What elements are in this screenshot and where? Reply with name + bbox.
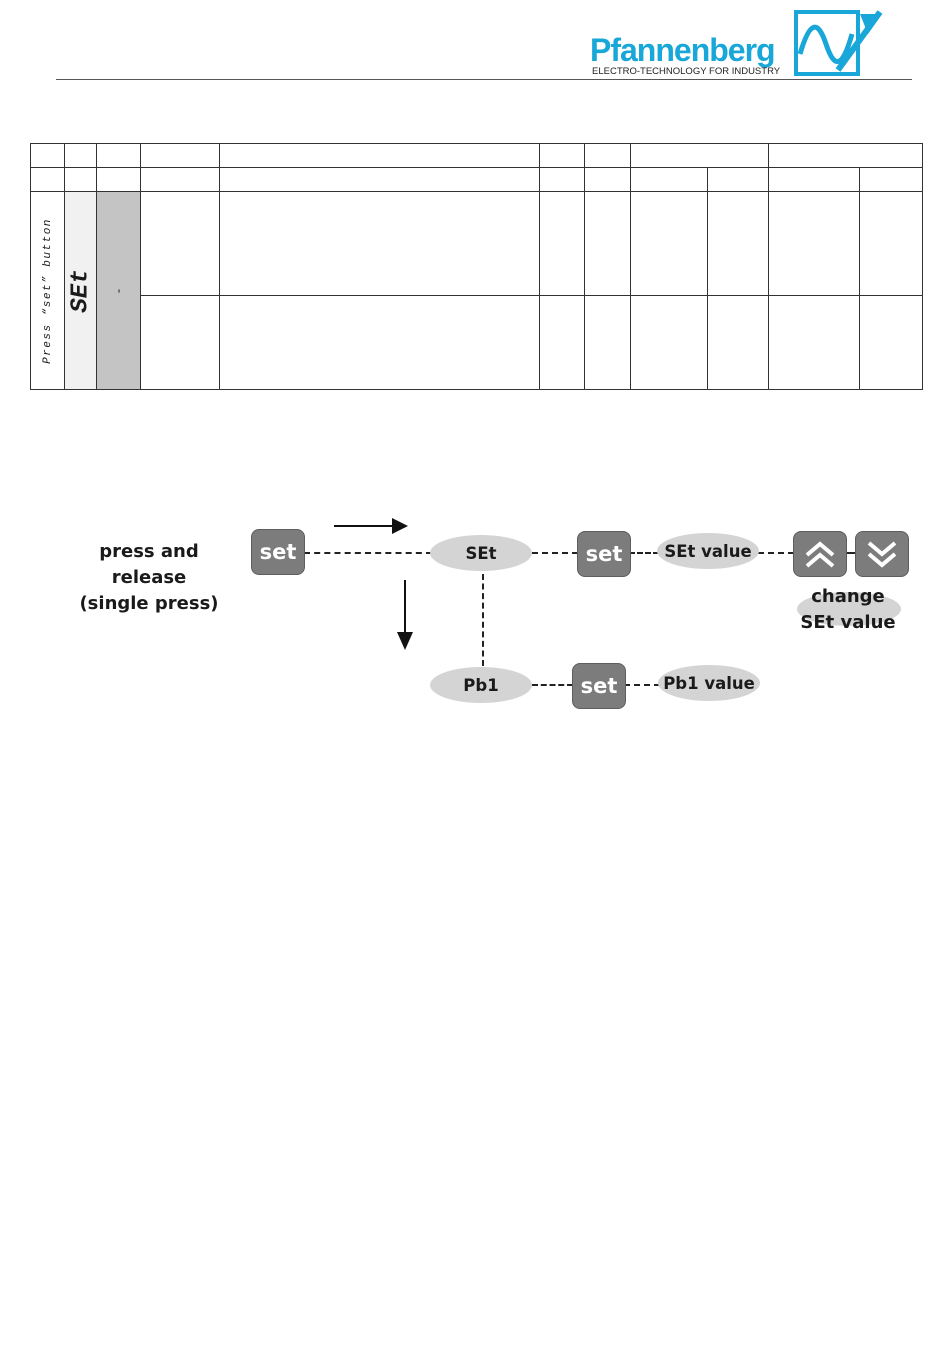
table-cell (97, 144, 141, 168)
down-arrow-icon (395, 578, 415, 654)
table-cell (141, 168, 220, 192)
table-cell (31, 168, 65, 192)
pb1-value-node: Pb1 value (658, 665, 760, 701)
table-cell (860, 168, 923, 192)
connector-line (532, 684, 573, 686)
table-cell (540, 144, 585, 168)
table-subheader-row (31, 168, 923, 192)
header-divider (56, 79, 912, 80)
table-cell (220, 144, 540, 168)
change-line-2: SEt value (800, 612, 896, 633)
table-cell (631, 296, 708, 390)
down-key-button[interactable] (855, 531, 909, 577)
instruction-line-1: press and release (99, 541, 199, 588)
set-value-node: SEt value (657, 533, 759, 569)
table-cell (65, 144, 97, 168)
right-arrow-icon (330, 516, 412, 536)
table-cell (769, 168, 860, 192)
table-cell (585, 296, 631, 390)
table-row (31, 296, 923, 390)
table-cell (631, 144, 769, 168)
table-cell (540, 168, 585, 192)
table-cell (141, 144, 220, 168)
vertical-label: Press “set” button (41, 217, 54, 364)
table-cell (141, 296, 220, 390)
dash-cell (97, 192, 141, 390)
table-cell (220, 192, 540, 296)
table-header-row (31, 144, 923, 168)
table-cell (585, 144, 631, 168)
pb1-node: Pb1 (430, 667, 532, 703)
connector-line (482, 574, 484, 666)
parameter-table (30, 143, 923, 390)
connector-line (758, 552, 794, 554)
connector-line (624, 684, 660, 686)
table-cell (769, 192, 860, 296)
table-cell (141, 192, 220, 296)
table-cell (708, 168, 769, 192)
table-cell (220, 168, 540, 192)
table-cell (540, 296, 585, 390)
table-cell (585, 168, 631, 192)
set-flow-diagram (0, 490, 950, 730)
set-key-button[interactable]: set (251, 529, 305, 575)
table-cell (631, 192, 708, 296)
table-cell (31, 144, 65, 168)
brand-tagline: ELECTRO-TECHNOLOGY FOR INDUSTRY (592, 66, 781, 77)
table-cell (769, 144, 923, 168)
double-chevron-down-icon (865, 539, 899, 569)
connector-line (532, 552, 578, 554)
table-cell (860, 296, 923, 390)
table-cell (220, 296, 540, 390)
table-cell (97, 168, 141, 192)
change-text (790, 584, 906, 636)
instruction-text (60, 539, 238, 617)
double-chevron-up-icon (803, 539, 837, 569)
connector-line (304, 552, 432, 554)
brand-name: Pfannenberg (590, 32, 775, 68)
logo-mark-icon (794, 10, 884, 78)
code-cell (65, 192, 97, 390)
set-key-button[interactable]: set (577, 531, 631, 577)
table-row (31, 192, 923, 296)
table-cell (631, 168, 708, 192)
company-logo (588, 8, 888, 80)
change-line-1: change (811, 586, 885, 607)
dash-value: - (111, 286, 126, 295)
connector-line (629, 552, 659, 554)
table-cell (708, 296, 769, 390)
table-cell (65, 168, 97, 192)
set-node: SEt (430, 535, 532, 571)
instruction-line-2: (single press) (79, 593, 219, 614)
table-cell (540, 192, 585, 296)
table-cell (769, 296, 860, 390)
table-cell (860, 192, 923, 296)
menu-access-cell (31, 192, 65, 390)
table-cell (708, 192, 769, 296)
up-key-button[interactable] (793, 531, 847, 577)
set-key-button[interactable]: set (572, 663, 626, 709)
table-cell (585, 192, 631, 296)
menu-code: SEt (67, 268, 94, 313)
